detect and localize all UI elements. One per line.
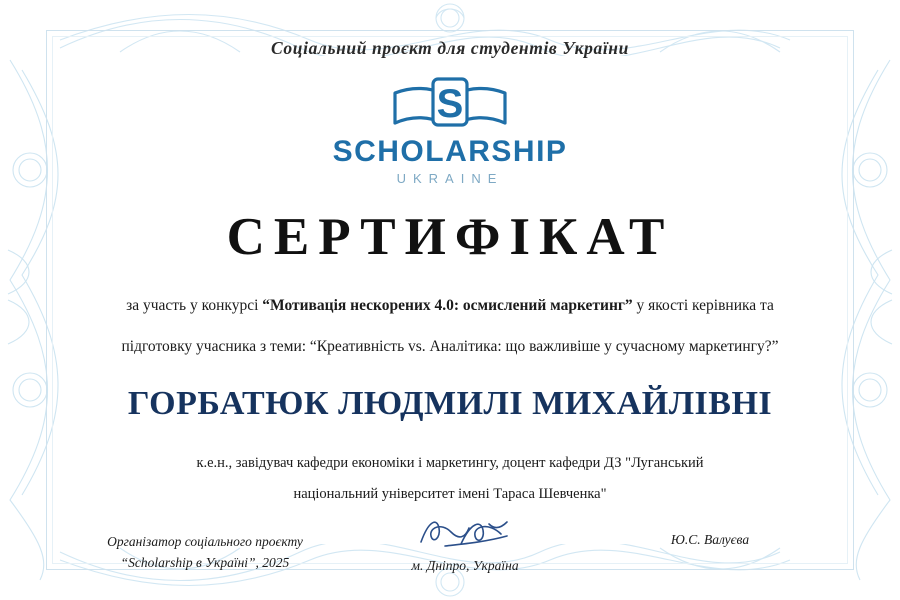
award-reason-prefix: за участь у конкурсі [126, 297, 263, 314]
recipient-name: ГОРБАТЮК ЛЮДМИЛІ МИХАЙЛІВНІ [127, 384, 773, 422]
organizer-line-1: Організатор соціального проєкту [107, 533, 303, 549]
project-tagline: Соціальний проєкт для студентів України [271, 38, 629, 58]
issue-place: м. Дніпро, Україна [411, 558, 519, 573]
certificate-title: СЕРТИФІКАТ [226, 208, 674, 266]
signatory-name: Ю.С. Валуєва [670, 532, 750, 547]
open-book-with-s-icon [375, 73, 525, 135]
recipient-role-line-2: національний університет імені Тараса Шевченка" [293, 486, 607, 503]
organizer-block [70, 531, 340, 574]
logo-sub-wordmark: UKRAINE [396, 171, 504, 186]
svg-text:S: S [436, 82, 464, 126]
certificate-footer [70, 514, 830, 574]
contest-name: “Мотивація нескорених 4.0: осмислений маркетинг” [262, 297, 633, 314]
signature-block [345, 514, 585, 574]
recipient-role-line-1: к.е.н., завідувач кафедри економіки і маркетингу, доцент кафедри ДЗ "Луганський [196, 454, 704, 471]
award-reason-line-1 [70, 294, 830, 317]
certificate-content [70, 22, 830, 582]
handwritten-signature-icon [415, 514, 515, 554]
scholarship-ukraine-logo [70, 73, 830, 185]
ornament-left-icon [0, 0, 78, 600]
award-reason-suffix: у якості керівника та [632, 297, 774, 314]
logo-wordmark: SCHOLARSHIP [332, 135, 568, 168]
award-reason-line-2: підготовку учасника з теми: “Креативність vs. Аналітика: що важливіше у сучасному маркетингу?” [121, 338, 779, 356]
organizer-line-2: “Scholarship в Україні”, 2025 [120, 555, 290, 571]
ornament-right-icon [822, 0, 900, 600]
